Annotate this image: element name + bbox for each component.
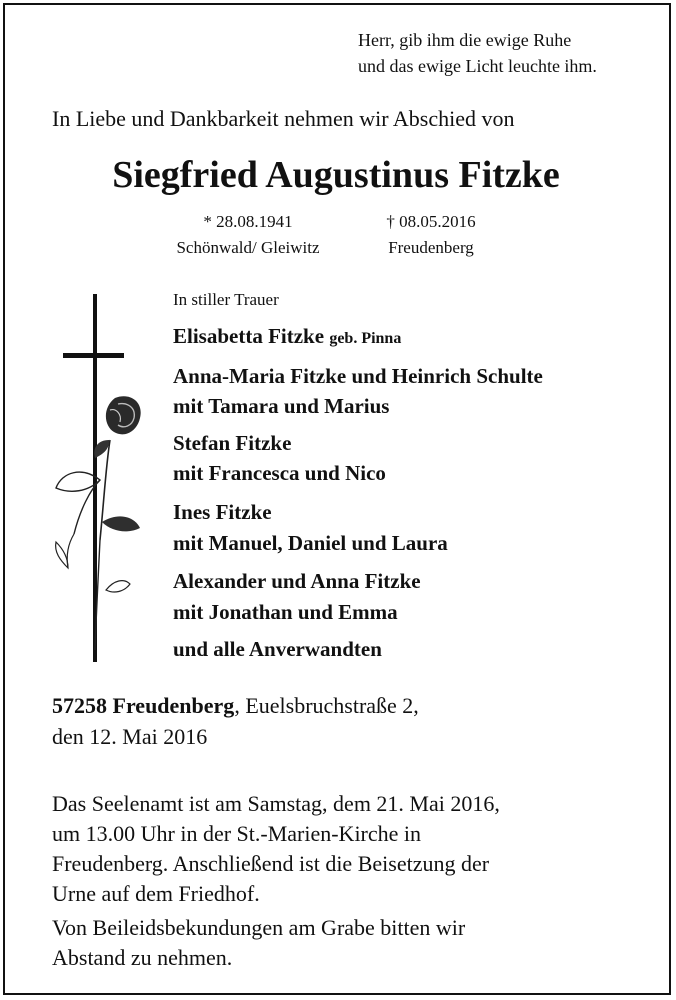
mourner-line-4: Stefan Fitzke — [173, 431, 292, 455]
address-street: , Euelsbruchstraße 2, — [234, 693, 419, 718]
cross-with-rose-icon — [40, 290, 150, 665]
bible-quote — [358, 27, 597, 79]
address-line — [52, 690, 419, 721]
mourner-name: Elisabetta Fitzke — [173, 324, 325, 348]
condolence-note — [52, 913, 465, 973]
death-date: † 08.05.2016 — [386, 212, 476, 231]
address-date: den 12. Mai 2016 — [52, 724, 208, 749]
service-line-3: Freudenberg. Anschließend ist die Beisetzung der — [52, 851, 490, 876]
mourner-line-6: Ines Fitzke — [173, 500, 272, 524]
service-line-2: um 13.00 Uhr in der St.-Marien-Kirche in — [52, 821, 422, 846]
mourner-line-8: Alexander und Anna Fitzke — [173, 569, 421, 593]
birth-info — [158, 209, 338, 261]
mourner-line-1 — [173, 321, 401, 354]
condolence-line-1: Von Beileidsbekundungen am Grabe bitten wir — [52, 915, 466, 940]
mourner-line-3: mit Tamara und Marius — [173, 394, 390, 418]
birth-place: Schönwald/ Gleiwitz — [176, 238, 320, 257]
intro-text: In Liebe und Dankbarkeit nehmen wir Abschied von — [52, 106, 515, 131]
address-city: 57258 Freudenberg — [52, 693, 235, 718]
mourner-line-10: und alle Anverwandten — [173, 637, 382, 661]
mourner-line-7: mit Manuel, Daniel und Laura — [173, 531, 448, 555]
mourner-line-5: mit Francesca und Nico — [173, 461, 386, 485]
mourner-line-2: Anna-Maria Fitzke und Heinrich Schulte — [173, 364, 543, 388]
death-place: Freudenberg — [388, 238, 474, 257]
quote-line-1: Herr, gib ihm die ewige Ruhe — [358, 30, 572, 50]
service-info — [52, 789, 500, 909]
condolence-line-2: Abstand zu nehmen. — [52, 945, 233, 970]
address-block — [52, 690, 419, 752]
quote-line-2: und das ewige Licht leuchte ihm. — [358, 56, 597, 76]
mourners-intro: In stiller Trauer — [173, 290, 279, 309]
service-line-4: Urne auf dem Friedhof. — [52, 881, 260, 906]
death-info — [356, 209, 506, 261]
mourner-maiden-name: geb. Pinna — [329, 330, 402, 347]
service-line-1: Das Seelenamt ist am Samstag, dem 21. Mai 2016, — [52, 791, 500, 816]
deceased-name: Siegfried Augustinus Fitzke — [112, 154, 560, 196]
mourner-line-9: mit Jonathan und Emma — [173, 600, 398, 624]
birth-date: * 28.08.1941 — [203, 212, 293, 231]
